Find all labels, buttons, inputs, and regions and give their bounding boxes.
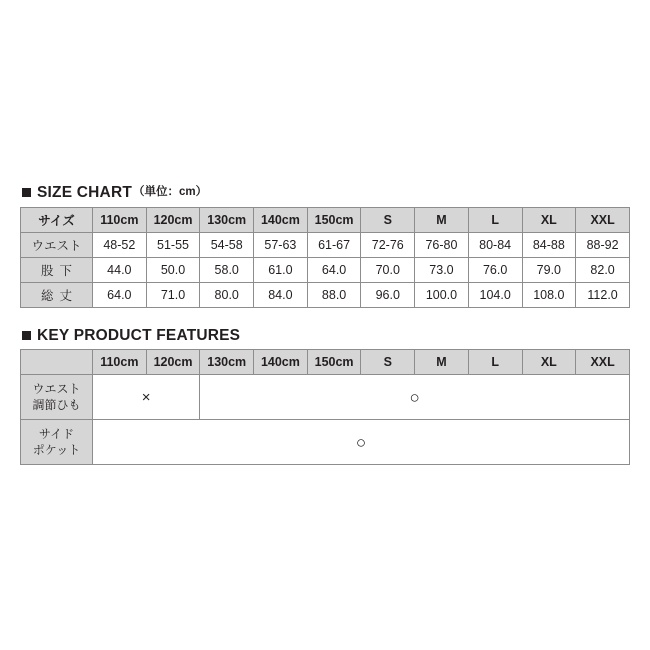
column-header-feature [21,350,93,375]
cell-waist-150cm: 61-67 [307,232,361,257]
cell-total-130cm: 80.0 [200,282,254,307]
cell-inseam-150cm: 64.0 [307,257,361,282]
table-header-row [21,350,630,375]
cell-waist-xl: 84-88 [522,232,576,257]
column-header-xl: XL [522,207,576,232]
row-label-line-2: ポケット [32,443,81,457]
cell-inseam-l: 76.0 [468,257,522,282]
row-label-waist: ウエスト [21,232,93,257]
key-features-title: KEY PRODUCT FEATURES [37,326,241,344]
column-header-120cm: 120cm [146,207,200,232]
cell-waist-120cm: 51-55 [146,232,200,257]
column-header-m: M [415,207,469,232]
column-header-m: M [415,350,469,375]
column-header-l: L [468,350,522,375]
cell-inseam-120cm: 50.0 [146,257,200,282]
table-row [21,282,630,307]
row-label-side-pocket [21,420,93,465]
cell-total-120cm: 71.0 [146,282,200,307]
table-row [21,375,630,420]
column-header-130cm: 130cm [200,350,254,375]
cell-total-150cm: 88.0 [307,282,361,307]
square-bullet-icon [22,331,31,340]
cell-inseam-110cm: 44.0 [93,257,147,282]
row-label-line-1: サイド [38,426,75,441]
cell-inseam-140cm: 61.0 [254,257,308,282]
column-header-150cm: 150cm [307,350,361,375]
cell-inseam-xxl: 82.0 [576,257,630,282]
key-features-table [20,349,630,465]
cell-total-xxl: 112.0 [576,282,630,307]
column-header-xxl: XXL [576,207,630,232]
cell-waist-xxl: 88-92 [576,232,630,257]
cell-waist-drawstring-kids [93,375,200,420]
column-header-120cm: 120cm [146,350,200,375]
column-header-s: S [361,350,415,375]
cell-total-l: 104.0 [468,282,522,307]
key-features-heading [22,328,630,344]
row-label-line-2: 調節ひも [32,398,81,412]
cell-waist-130cm: 54-58 [200,232,254,257]
column-header-140cm: 140cm [254,207,308,232]
row-label-waist-drawstring [21,375,93,420]
cell-total-s: 96.0 [361,282,415,307]
column-header-xl: XL [522,350,576,375]
cell-waist-l: 80-84 [468,232,522,257]
size-chart-unit: （単位：cm） [133,186,208,198]
cell-inseam-m: 73.0 [415,257,469,282]
column-header-110cm: 110cm [93,350,147,375]
column-header-110cm: 110cm [93,207,147,232]
size-chart-table [20,207,630,308]
section-spacer [20,308,630,328]
cell-total-110cm: 64.0 [93,282,147,307]
row-label-inseam: 股下 [21,257,93,282]
column-header-140cm: 140cm [254,350,308,375]
table-row [21,232,630,257]
size-chart-title: SIZE CHART [37,184,132,201]
cell-waist-m: 76-80 [415,232,469,257]
document-content [20,185,630,465]
cell-inseam-s: 70.0 [361,257,415,282]
cell-waist-drawstring-adult [200,375,630,420]
column-header-s: S [361,207,415,232]
cross-mark-icon: × [141,388,151,406]
table-header-row [21,207,630,232]
cell-inseam-130cm: 58.0 [200,257,254,282]
table-row [21,257,630,282]
circle-mark-icon: ○ [355,432,367,452]
row-label-line-1: ウエスト [32,381,81,396]
cell-inseam-xl: 79.0 [522,257,576,282]
size-chart-heading [22,185,630,201]
column-header-l: L [468,207,522,232]
square-bullet-icon [22,188,31,197]
cell-total-xl: 108.0 [522,282,576,307]
cell-waist-s: 72-76 [361,232,415,257]
cell-total-140cm: 84.0 [254,282,308,307]
table-row [21,420,630,465]
column-header-150cm: 150cm [307,207,361,232]
circle-mark-icon: ○ [409,387,420,407]
cell-waist-110cm: 48-52 [93,232,147,257]
cell-waist-140cm: 57-63 [254,232,308,257]
column-header-xxl: XXL [576,350,630,375]
column-header-size: サイズ [21,207,93,232]
cell-side-pocket-all [93,420,630,465]
column-header-130cm: 130cm [200,207,254,232]
row-label-total-length: 総丈 [21,282,93,307]
cell-total-m: 100.0 [415,282,469,307]
